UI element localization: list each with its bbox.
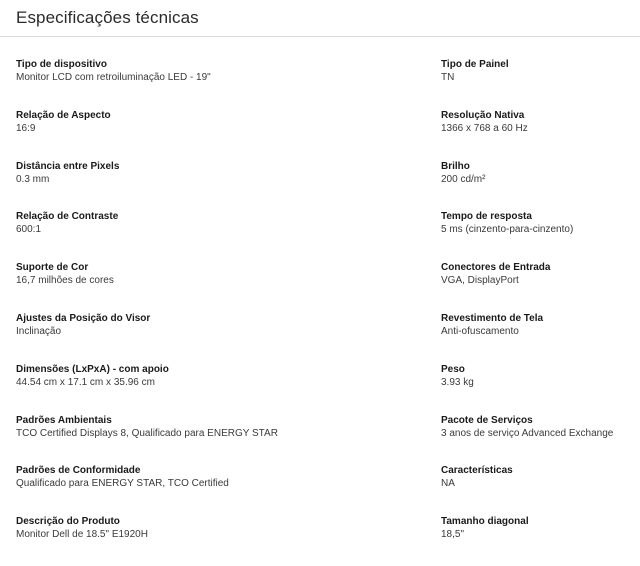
spec-value: TN — [441, 72, 455, 83]
spec-item — [16, 363, 416, 389]
spec-row — [16, 261, 640, 312]
spec-value: 1366 x 768 a 60 Hz — [441, 122, 528, 134]
spec-item — [441, 464, 640, 490]
spec-value: 16:9 — [16, 122, 36, 134]
spec-value: VGA, DisplayPort — [441, 275, 519, 287]
spec-value: TCO Certified Displays 8, Qualificado para ENERGY STAR — [16, 427, 278, 439]
spec-value: Inclinação — [16, 325, 62, 337]
spec-label: Padrões de Conformidade — [16, 465, 141, 477]
spec-row — [16, 515, 640, 566]
spec-item — [16, 464, 416, 490]
spec-value: 3.93 kg — [441, 376, 474, 388]
spec-row — [16, 160, 640, 211]
spec-item — [441, 261, 640, 287]
spec-item — [441, 109, 640, 135]
spec-item — [16, 160, 416, 186]
spec-label: Tempo de resposta — [441, 211, 532, 223]
spec-label: Pacote de Serviços — [441, 414, 533, 426]
spec-row — [16, 109, 640, 160]
spec-item — [441, 312, 640, 338]
spec-value: Qualificado para ENERGY STAR, TCO Certified — [16, 478, 229, 490]
spec-label: Peso — [441, 363, 465, 375]
spec-item — [441, 210, 640, 236]
spec-item — [16, 109, 416, 135]
spec-label: Resolução Nativa — [441, 109, 525, 121]
spec-label: Padrões Ambientais — [16, 414, 112, 426]
page-title: Especificações técnicas — [16, 8, 199, 27]
spec-label: Tipo de Painel — [441, 59, 509, 70]
spec-label: Relação de Aspecto — [16, 109, 111, 121]
spec-item — [441, 414, 640, 440]
spec-label: Relação de Contraste — [16, 211, 119, 223]
spec-label: Ajustes da Posição do Visor — [16, 312, 151, 324]
spec-label: Tamanho diagonal — [441, 516, 529, 528]
spec-value: 18,5" — [441, 529, 465, 541]
spec-item — [16, 515, 416, 541]
spec-item — [16, 210, 416, 236]
spec-row — [16, 312, 640, 363]
spec-row — [16, 210, 640, 261]
spec-value: 0.3 mm — [16, 173, 50, 185]
spec-value: NA — [441, 478, 455, 490]
spec-value: Monitor Dell de 18.5" E1920H — [16, 529, 148, 541]
spec-label: Brilho — [441, 160, 470, 172]
specs-grid — [16, 58, 640, 566]
spec-item — [441, 515, 640, 541]
spec-label: Suporte de Cor — [16, 262, 89, 274]
spec-row — [16, 464, 640, 515]
spec-row — [16, 414, 640, 465]
spec-item — [441, 160, 640, 186]
spec-value: 200 cd/m² — [441, 173, 486, 185]
spec-value: 5 ms (cinzento-para-cinzento) — [441, 224, 574, 236]
spec-item — [16, 414, 416, 440]
spec-value: 600:1 — [16, 224, 42, 236]
spec-label: Conectores de Entrada — [441, 262, 551, 274]
spec-item — [441, 363, 640, 389]
spec-value: Monitor LCD com retroiluminação LED - 19" — [16, 72, 211, 83]
spec-item — [16, 58, 416, 84]
spec-label: Dimensões (LxPxA) - com apoio — [16, 363, 169, 375]
spec-item — [16, 261, 416, 287]
spec-label: Descrição do Produto — [16, 516, 120, 528]
spec-item — [16, 312, 416, 338]
spec-row — [16, 58, 640, 109]
spec-label: Distância entre Pixels — [16, 160, 120, 172]
spec-value: 16,7 milhões de cores — [16, 275, 114, 287]
spec-label: Características — [441, 465, 513, 477]
spec-item — [441, 58, 640, 84]
spec-label: Tipo de dispositivo — [16, 59, 107, 70]
spec-label: Revestimento de Tela — [441, 312, 544, 324]
spec-value: Anti-ofuscamento — [441, 325, 519, 337]
spec-value: 3 anos de serviço Advanced Exchange — [441, 427, 614, 439]
title-divider — [0, 36, 640, 37]
spec-row — [16, 363, 640, 414]
spec-value: 44.54 cm x 17.1 cm x 35.96 cm — [16, 376, 155, 388]
